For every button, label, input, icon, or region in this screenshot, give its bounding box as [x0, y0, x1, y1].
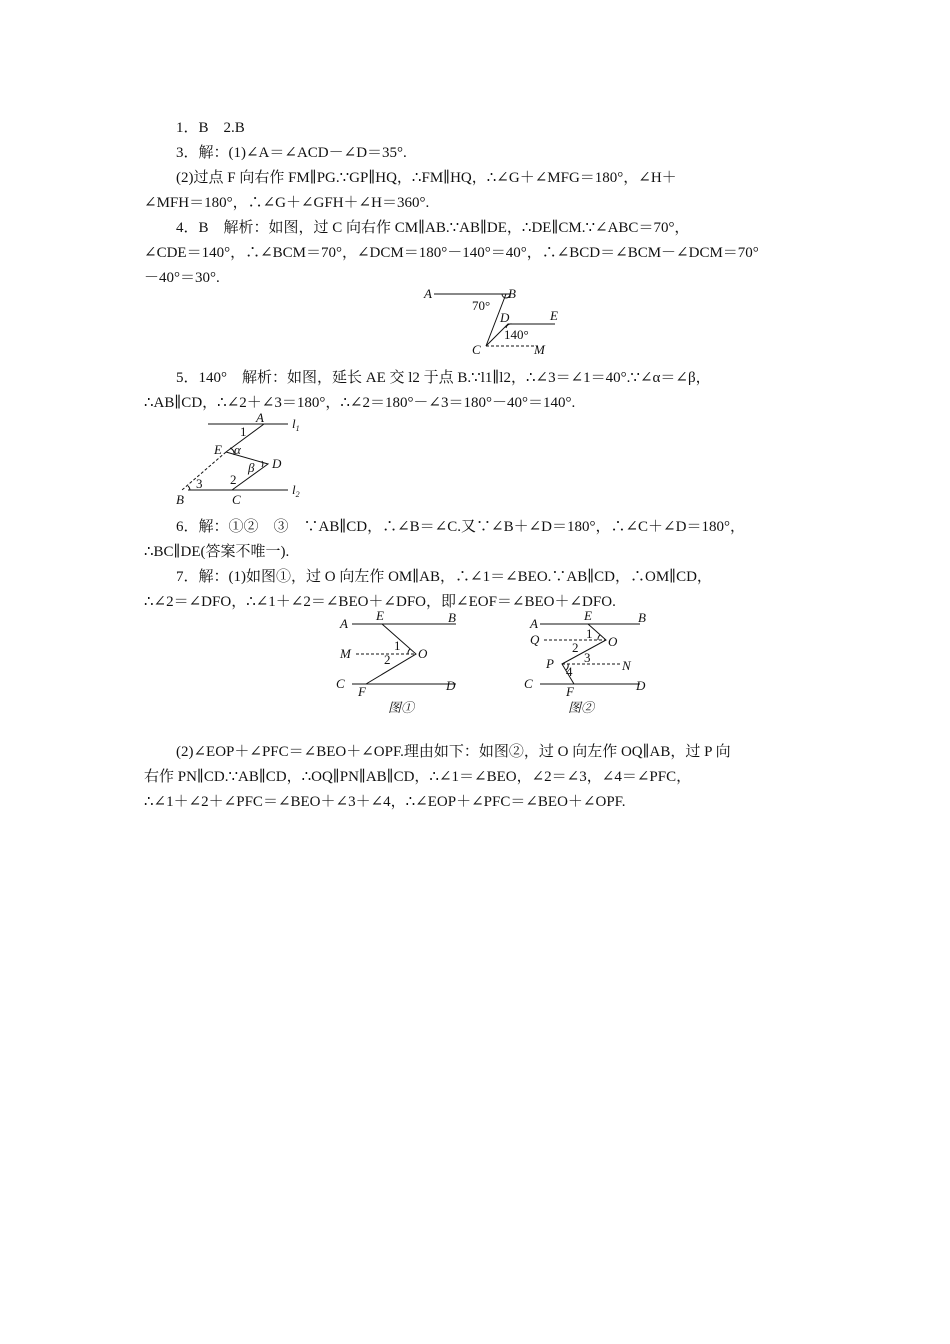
label-angle-1: 1 — [586, 626, 593, 641]
label-d: D — [446, 678, 456, 693]
label-d: D — [636, 678, 646, 693]
label-c: C — [336, 676, 345, 691]
label-a: A — [530, 616, 538, 631]
label-l2: $l_2$ — [292, 482, 300, 499]
label-p: P — [546, 656, 554, 671]
figure-5 — [168, 412, 318, 508]
answer-line-3: (2)过点 F 向右作 FM∥PG.∵GP∥HQ，∴FM∥HQ，∴∠G＋∠MFG＝180°，∠H＋ — [176, 170, 677, 186]
label-m: M — [340, 646, 351, 661]
answer-line-9: ∴AB∥CD，∴∠2＋∠3＝180°，∴∠2＝180°－∠3＝180°－40°＝140°. — [144, 395, 576, 411]
label-d: D — [500, 310, 510, 325]
answer-line-14: (2)∠EOP＋∠PFC＝∠BEO＋∠OPF.理由如下：如图②，过 O 向左作 OQ∥AB，过 P 向 — [176, 744, 731, 760]
label-b: B — [448, 610, 456, 625]
label-n: N — [622, 658, 631, 673]
label-m: M — [534, 342, 545, 357]
label-c: C — [472, 342, 481, 357]
caption-figure-2: 图② — [568, 700, 595, 715]
answer-line-13: ∴∠2＝∠DFO，∴∠1＋∠2＝∠BEO＋∠DFO，即∠EOF＝∠BEO＋∠DFO. — [144, 594, 616, 610]
angle-mark-beta — [262, 461, 263, 467]
label-a: A — [256, 412, 264, 425]
answer-line-2: 3．解：(1)∠A＝∠ACD－∠D＝35°. — [176, 145, 407, 161]
label-angle-1: 1 — [394, 638, 401, 653]
angle-mark-o — [408, 649, 410, 654]
label-b: B — [508, 286, 516, 301]
label-b: B — [638, 610, 646, 625]
label-o: O — [608, 634, 618, 649]
label-f: F — [358, 684, 366, 699]
label-c: C — [524, 676, 533, 691]
label-b: B — [176, 492, 184, 507]
answer-line-12: 7．解：(1)如图①，过 O 向左作 OM∥AB，∴∠1＝∠BEO.∵AB∥CD，∴OM∥CD， — [176, 569, 712, 585]
label-c: C — [232, 492, 241, 507]
caption-figure-1: 图① — [388, 700, 415, 715]
answer-line-5: 4．B 解析：如图，过 C 向右作 CM∥AB.∵AB∥DE，∴DE∥CM.∵∠ABC＝70°， — [176, 220, 690, 236]
label-angle-2: 2 — [230, 472, 237, 487]
label-e: E — [376, 608, 384, 623]
label-e: E — [584, 608, 592, 623]
label-a: A — [340, 616, 348, 631]
label-beta: β — [248, 460, 255, 475]
answer-line-1: 1．B 2.B — [176, 120, 245, 136]
answer-line-10: 6．解：①② ③ ∵AB∥CD，∴∠B＝∠C.又∵∠B＋∠D＝180°，∴∠C＋∠D＝180°， — [176, 519, 745, 535]
figure-7-1 — [336, 608, 466, 720]
label-angle-4: 4 — [566, 664, 573, 679]
label-angle-2: 2 — [572, 640, 579, 655]
label-angle-3: 3 — [584, 650, 591, 665]
answer-line-7: －40°＝30°. — [144, 270, 220, 286]
label-f: F — [566, 684, 574, 699]
label-angle-140: 140° — [504, 327, 529, 342]
label-e: E — [550, 308, 558, 323]
label-angle-2: 2 — [384, 652, 391, 667]
label-angle-1: 1 — [240, 424, 247, 439]
answer-line-16: ∴∠1＋∠2＋∠PFC＝∠BEO＋∠3＋∠4，∴∠EOP＋∠PFC＝∠BEO＋∠OPF. — [144, 794, 626, 810]
answer-line-11: ∴BC∥DE(答案不唯一). — [144, 544, 290, 560]
answer-line-4: ∠MFH＝180°，∴∠G＋∠GFH＋∠H＝360°. — [144, 195, 430, 211]
label-o: O — [418, 646, 428, 661]
label-angle-70: 70° — [472, 298, 491, 313]
label-q: Q — [530, 632, 540, 647]
angle-mark-3 — [188, 486, 190, 490]
answer-line-6: ∠CDE＝140°，∴∠BCM＝70°，∠DCM＝180°－140°＝40°，∴∠BCD＝∠BCM－∠DCM＝70° — [144, 245, 759, 261]
label-d: D — [272, 456, 282, 471]
label-l1: $l_1$ — [292, 416, 300, 433]
label-e: E — [214, 442, 222, 457]
label-angle-3: 3 — [196, 476, 203, 491]
answer-line-8: 5．140° 解析：如图，延长 AE 交 l2 于点 B.∵l1∥l2，∴∠3＝∠1＝40°.∵∠α＝∠β， — [176, 370, 711, 386]
angle-mark-o — [598, 635, 600, 640]
label-a: A — [424, 286, 432, 301]
label-alpha: α — [234, 442, 241, 457]
segment-eb-dashed — [182, 452, 226, 490]
figure-7-2 — [524, 608, 654, 720]
figure-4 — [420, 284, 570, 362]
answer-line-15: 右作 PN∥CD.∵AB∥CD，∴OQ∥PN∥AB∥CD，∴∠1＝∠BEO，∠2＝∠3，∠4＝∠PFC， — [144, 769, 692, 785]
